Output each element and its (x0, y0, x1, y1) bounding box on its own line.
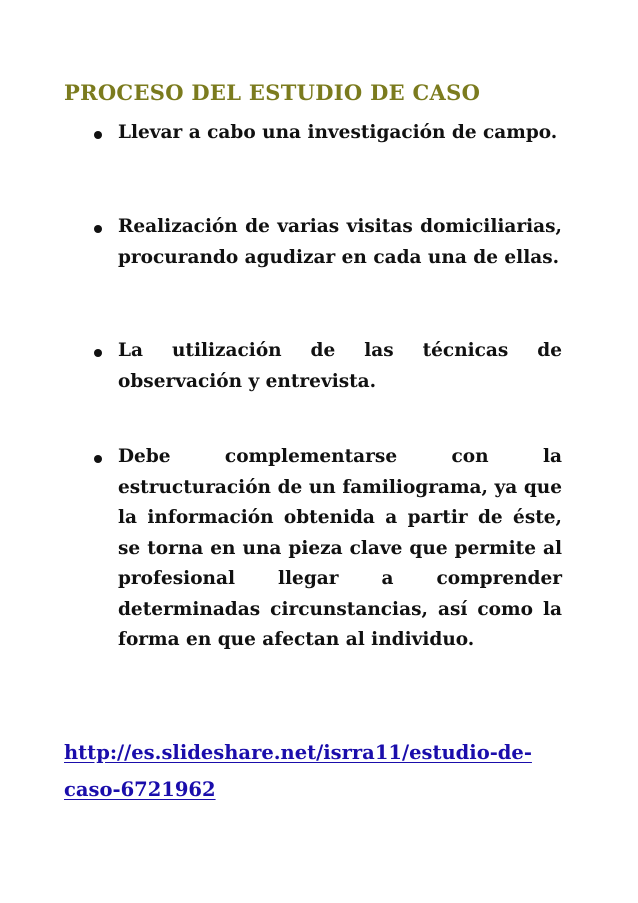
page-title: PROCESO DEL ESTUDIO DE CASO (64, 80, 481, 105)
list-item-text: Realización de varias visitas domiciliarias, procurando agudizar en cada una de ellas. (118, 216, 562, 268)
bullet-dot-icon (94, 455, 102, 463)
list-item-text: La utilización de las técnicas de observación y entrevista. (118, 340, 562, 392)
list-item-text: Debe complementarse con la estructuración de un familiograma, ya que la información obtenida a partir de éste, se torna en una pieza clave que permite al profesional llegar a comprender determinadas circunstancias, así como la forma en que afectan al individuo. (118, 446, 562, 650)
bullet-dot-icon (94, 131, 102, 139)
list-item-text: Llevar a cabo una investigación de campo. (118, 122, 558, 143)
source-link[interactable]: http://es.slideshare.net/isrra11/estudio-de-caso-6721962 (64, 741, 532, 801)
bullet-dot-icon (94, 225, 102, 233)
bullet-dot-icon (94, 349, 102, 357)
